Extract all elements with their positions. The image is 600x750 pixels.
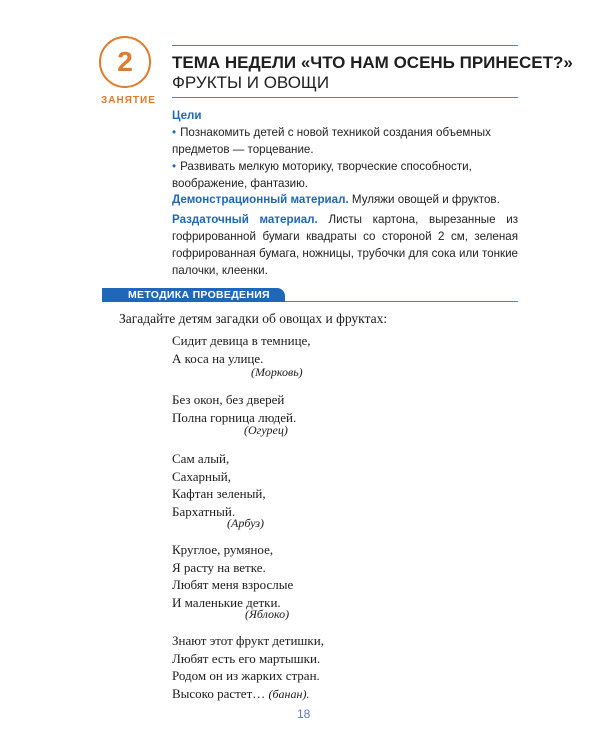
riddle-line: Круглое, румяное, [172,542,274,557]
riddle-line: Сахарный, [172,468,231,484]
lesson-number-circle [99,36,151,88]
riddle-4 [172,541,293,611]
riddle-answer: (Морковь) [251,365,303,379]
riddle-2 [172,391,296,426]
title-bottom-rule [172,97,518,98]
riddle-line-text: Высоко растет… [172,685,269,701]
riddle-answer: (Арбуз) [227,516,265,530]
goal-text: Познакомить детей с новой техникой создания объемных предметов — торцевание. [172,126,491,156]
demo-text: Муляжи овощей и фруктов. [348,193,500,206]
riddle-line: Кафтан зеленый, [172,486,266,501]
riddle-line: И маленькие детки. [172,594,281,610]
goal-item [172,124,518,158]
riddle-3 [172,450,266,520]
title-top-rule [172,45,518,46]
riddle-5 [172,632,324,703]
page-number: 18 [297,707,311,721]
riddle-line: Родом он из жарких стран. [172,668,320,683]
riddle-line: Полна горница людей. [172,409,297,425]
riddle-line: Я расту на ветке. [172,559,266,575]
riddle-answer: (банан). [268,686,310,701]
riddle-line: Без окон, без дверей [172,392,285,407]
lesson-label: ЗАНЯТИЕ [101,95,156,106]
handout-material [172,211,518,279]
page-subtitle: ФРУКТЫ И ОВОЩИ [172,73,330,92]
riddle-line: Любят есть его мартышки. [172,650,321,666]
lesson-number: 2 [117,46,133,77]
riddle-answer: (Огурец) [244,423,288,437]
goals-heading: Цели [172,109,202,122]
demo-label: Демонстрационный материал. [172,193,349,206]
handout-text: Листы картона, вырезанные из гофрированной бумаги квадраты со стороной 2 см, зеленая гофрированная бумага, ножницы, трубочки для сока или тонкие палочки, клеенки. [172,213,519,277]
riddle-line [172,685,324,704]
intro-text: Загадайте детям загадки об овощах и фруктах: [119,311,388,326]
goal-item [172,158,518,192]
riddle-line: Любят меня взрослые [172,577,294,592]
riddle-line: Сидит девица в темнице, [172,333,311,348]
riddle-line: Знают этот фрукт детишки, [172,633,324,648]
riddle-line: Бархатный. [172,503,236,519]
riddle-answer: (Яблоко) [245,607,290,621]
riddle-line: Сам алый, [172,451,230,466]
handout-label: Раздаточный материал. [172,213,318,226]
riddle-line: А коса на улице. [172,350,264,366]
method-heading: МЕТОДИКА ПРОВЕДЕНИЯ [102,288,285,302]
bullet-icon: • [172,126,177,139]
bullet-icon: • [172,160,177,173]
demo-material [172,191,518,208]
goal-text: Развивать мелкую моторику, творческие способности, воображение, фантазию. [172,160,472,190]
page-title: ТЕМА НЕДЕЛИ «ЧТО НАМ ОСЕНЬ ПРИНЕСЕТ?» [172,53,573,72]
riddle-1 [172,332,311,367]
